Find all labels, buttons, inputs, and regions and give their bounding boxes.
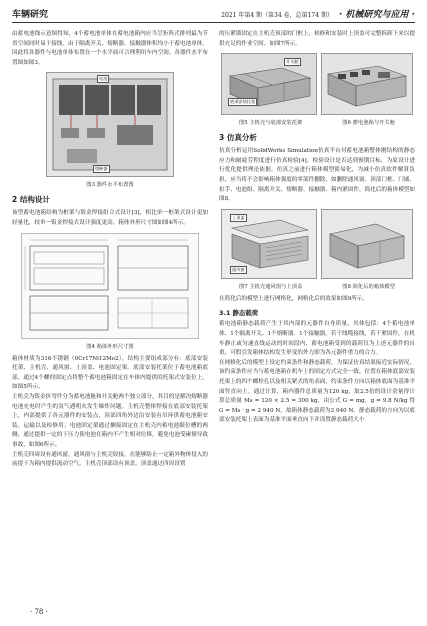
fig7-label-b: 通风窗: [232, 266, 245, 272]
section-3-heading: 3 仿真分析: [219, 133, 257, 143]
figure-6-caption: 图6 蓄电池箱与开关舱: [342, 120, 396, 127]
section-2-heading: 2 结构设计: [12, 195, 50, 205]
figure-5-image: [221, 53, 317, 115]
figure-4-caption: 图4 箱体外形尺寸图: [86, 343, 134, 350]
figure-8-caption: 图8 简化后的箱体模型: [342, 283, 396, 290]
paragraph: 箱体材质为316不锈钢（0Cr17Ni12Mo2），结构主要组成部分有：底部安装托架、主机壳、通风窗、上顶盖、电池固定架。底部安装托架位于蓄电池箱底部，通过4个螺栓固定点将整个蓄电池箱固定在车体内提供的托架式安装位上，如图5所示。: [12, 355, 208, 391]
paragraph: 蓄电池箱静态载荷产生于其内部的元器件自身质量，其体包括：4个蓄电池单体、1个隔离开关、1个熔断器、1个接触器，若干线缆接线，若干紧固件。在机车静止或匀速直线运动的时间段内，蓄电池箱受到的载荷仅为上述元器件的自重，可假引发箱体结构发生形变的外力即为各元器件重力的合力。: [219, 321, 415, 357]
running-header-right: [221, 7, 415, 20]
paragraph: 在网格化后的模型上设定约束条件和静态载荷，为保证仿真结果接近实际情况，该约束条件应当与蓄电池箱在机车上的固定方式完全一致，位置在箱体底部安装托架上的四个螺栓孔以及相关紧式的角表面，约束条件方向以箱体底面为基准平面竖直向上。通过计算，箱内器件总质量为120 kg，取2.5倍的设计余量得计算总质量 Ms = 120 × 2.5 = 300 kg，由公式 G = mg，g = 9.8 N/kg 得 G = Ms · g = 2 940 N。故箱体静态载荷为2 940 N。静态载荷的方向为以底部安装托架上表面为基准平面垂直向下并设置静态载荷大小: [219, 359, 415, 424]
section-3-1-heading: 3.1 静态载荷: [219, 309, 259, 318]
figure-4-dimension-drawing: [21, 233, 199, 339]
fig5-label-a: 底部安装托架: [230, 99, 256, 105]
running-header-left: 车辆研究: [12, 10, 49, 20]
header-rule: [12, 22, 415, 23]
figure-3-layout-image: [46, 72, 174, 177]
paragraph: 主机壳为钣金折弯件分为蓄电池舱和开关舱两个独立部分，其目的是解决熔断器电池充电时产生的氢气遇明火发生爆炸问题。主机壳整体焊接在底部安装托架上，内部提供了各元器件的安装点，顶部四角外边沿安装有吊环供蓄电池箱安装、运输以及检修用。电池固定架通过捆接固定在主机壳内蓄电池限位槽的两侧，通过提供一定的下压力使电池在箱内不产生相对位移，避免电池受碰撞导致事故，如图6所示。: [12, 393, 208, 448]
figure-3-caption: 图3 器件水平布置图: [86, 182, 134, 189]
paragraph: 仿真分析运用SolidWorks Simulation仿真平台对蓄电池箱整体刚结构的静态应力和耐疲劳程度进行仿真检验[4]，检验设计是否达到预期目标，为原设计进行优化提供理论依据。仿真之前进行箱体模型简易化，为减小仿真软件解算负担，应当将不会影响箱体强度的零部件删除，如删除通风窗、顶部门框、门铺、扣手、电池组、隔离开关、熔断器、接触器、箱内紧固件。简化后的箱体模型如图8。: [219, 148, 415, 203]
paragraph: 该型蓄电池箱结构为框架与钣金焊接组合式设计[3]，相比单一框架式设计更加轻量化，较单一钣金焊接式设计强度更高。箱体外形尺寸图如图4所示。: [12, 210, 208, 226]
journal-name: · 机械研究与应用 ·: [338, 10, 415, 20]
issue-info: 2021 年第4 期（第34 卷，总第174 期）: [221, 12, 333, 19]
paragraph: 由蓄电池线示意图得知，4个蓄电池单体在蓄电池箱内应当呈矩阵式排列最为节省空间同时易于接线。由于隔离开关、熔断器、接触器体积均小于蓄电池单体，因此将各器件与电池单体布置在一个水平面可合理利用车内空间。各器件水平布置图如图3。: [12, 31, 208, 66]
page-number: · 78 ·: [30, 608, 48, 616]
fig3-label-top: 电池: [99, 76, 108, 82]
fig3-label-bottom: 熔断器: [95, 166, 108, 172]
figure-5-caption: 图5 主机壳与底部安装托架: [238, 120, 303, 127]
left-column: [12, 30, 208, 470]
figure-7-caption: 图7 主机壳通风窗与上顶盖: [238, 283, 303, 290]
dimension-drawing: [22, 234, 198, 338]
figure-5-6-captions: [219, 118, 415, 126]
paragraph: 在简化后的模型上进行网格化，网格化后的效果如图9所示。: [219, 295, 368, 302]
layout-drawing: [47, 73, 173, 176]
figure-row-7-8: [219, 209, 415, 279]
figure-7-8-captions: [219, 282, 415, 290]
battery-box-drawing: [322, 54, 412, 114]
figure-8-image: [321, 209, 413, 279]
paragraph: 主机壳四周设有通风窗，通风窗与主机壳铰接，在能够防止一定箱外物体侵入的前提下为箱内提供流动空气。主机壳顶部设有顶盖，顶盖通过四周设置: [12, 451, 208, 468]
figure-row-5-6: [219, 53, 415, 115]
simplified-model-drawing: [322, 210, 412, 278]
right-column: [219, 30, 415, 426]
paragraph: 的压紧锁固定在主机壳顶部的门框上，检修和安装时上顶盖可完整拆卸下来以提供充足的作业空间。如图7所示。: [219, 31, 415, 47]
fig5-label-b: 开关舱: [286, 59, 299, 65]
fig7-label-a: 上顶盖: [232, 214, 245, 220]
figure-6-image: [321, 53, 413, 115]
figure-7-image: [221, 209, 317, 279]
